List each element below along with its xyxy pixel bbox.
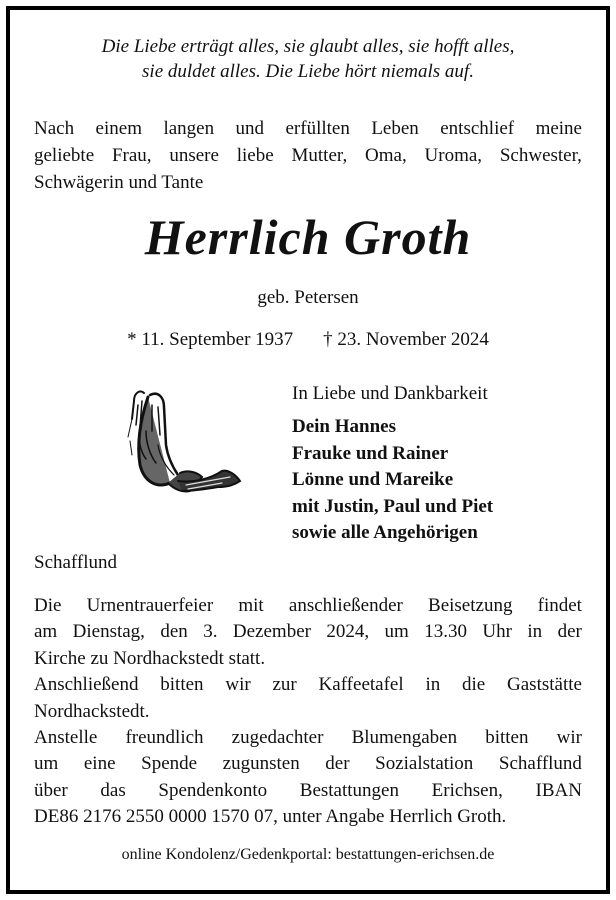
word: 13.30 [424,621,467,643]
word: freundlich [125,727,204,749]
word: Erichsen, [431,779,503,801]
quote-line-1: Die Liebe erträgt alles, sie glaubt alles, sie hofft alles, [101,36,515,57]
word: die [462,674,486,696]
birth-name: geb. Petersen [257,287,359,308]
word: Schwägerin und Tante [34,172,204,193]
word: zugunsten [222,753,300,775]
word: Leben [371,118,419,139]
word: das [100,779,126,801]
word: am [34,621,58,643]
word: Blumengaben [351,727,458,749]
word: wir [225,674,251,696]
deceased-name: Herrlich Groth [144,209,472,265]
word: liebe [236,145,274,166]
mourners-intro: In Liebe und Dankbarkeit [292,383,488,404]
details-line [34,725,582,751]
word: einem [95,118,142,139]
word: Uhr [482,621,512,643]
death-date: † 23. November 2024 [323,329,489,350]
details-line [34,751,582,777]
word: zur [272,674,297,696]
word: in [527,621,543,643]
details-line [34,619,582,645]
intro-line [34,142,582,169]
word: meine [535,118,582,139]
word: findet [537,595,582,616]
details-line [34,699,582,725]
word: um [34,753,59,775]
mourners-list [292,414,493,547]
word: Dienstag, [72,621,145,643]
word: langen [163,118,215,139]
details-line [34,646,582,672]
intro-line [34,115,582,142]
word: geliebte [34,145,95,166]
word: Die [34,595,62,616]
word: IBAN [535,779,582,801]
details-line [34,804,582,830]
word: der [325,753,350,775]
word: mit [238,595,264,616]
mourner-name: Dein Hannes [292,416,396,437]
birth-date: * 11. September 1937 [127,329,294,350]
word: Nach [34,118,75,139]
bible-quote [20,34,596,84]
mourner-name: mit Justin, Paul und Piet [292,495,494,517]
word: der [557,621,582,643]
word: Schafflund [498,753,582,775]
word: Dezember [232,621,311,643]
word: wir [556,727,582,749]
word: erfüllten [285,118,350,139]
word: anschließender [288,595,403,616]
word: in [425,674,441,696]
word: Nordhackstedt. [34,700,150,722]
word: Schwester, [499,145,582,166]
funeral-details-paragraph [34,593,582,831]
word: DE86 2176 2550 0000 1570 07, unter Angabe Herrlich Groth. [34,806,507,828]
intro-paragraph [34,115,582,196]
details-line [34,672,582,698]
intro-line [34,169,582,196]
word: und [235,118,265,139]
word: Uroma, [424,145,483,166]
word: eine [83,753,116,775]
word: bitten [160,674,204,696]
word: Gaststätte [507,674,582,696]
condolence-portal-line: online Kondolenz/Gedenkportal: bestattungen-erichsen.de [121,846,495,863]
word: entschlief [440,118,515,139]
word: Frau, [111,145,152,166]
word: Urnentrauerfeier [86,595,214,616]
word: bitten [485,727,529,749]
word: um [384,621,409,643]
word: Kirche zu Nordhackstedt statt. [34,647,266,669]
word: Beisetzung [428,595,513,616]
word: Mutter, [291,145,348,166]
mourner-name: sowie alle Angehörigen [292,522,478,543]
word: Bestattungen [299,779,399,801]
word: 2024, [326,621,370,643]
word: Sozialstation [375,753,474,775]
mourner-name: Frauke und Rainer [292,442,449,464]
word: den [160,621,188,643]
word: Spendenkonto [158,779,268,801]
details-line [34,593,582,619]
word: zugedachter [231,727,324,749]
word: Anstelle [34,727,98,749]
word: Oma, [365,145,407,166]
details-line [34,778,582,804]
mourner-name: Lönne und Mareike [292,469,454,490]
place-name: Schafflund [34,552,118,573]
word: 3. [203,621,218,643]
word: Kaffeetafel [318,674,404,696]
life-dates [0,327,616,353]
praying-hands-icon [118,385,248,505]
word: Spende [141,753,198,775]
word: über [34,779,68,801]
word: Anschließend [34,674,139,696]
word: unsere [169,145,219,166]
quote-line-2: sie duldet alles. Die Liebe hört niemals auf. [142,61,474,82]
